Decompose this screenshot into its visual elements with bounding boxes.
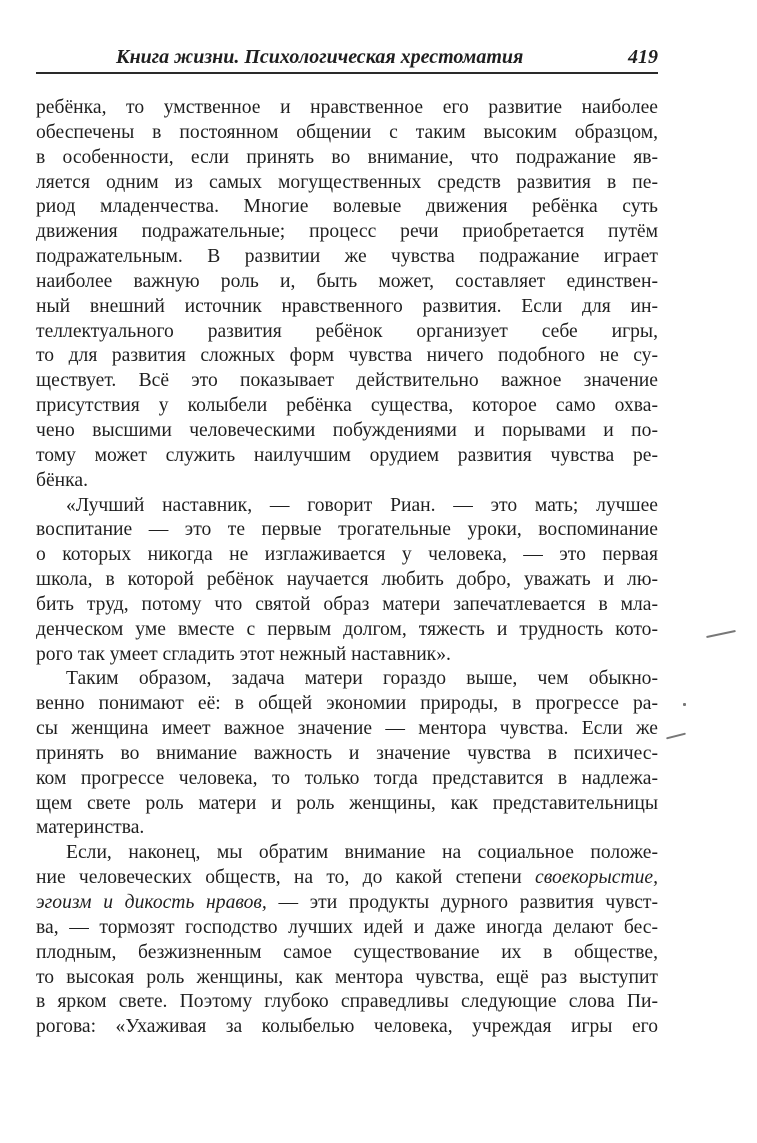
text-line: в особенности, если принять во внимание, что подражание яв- (36, 146, 658, 168)
text-line: ществует. Всё это показывает действительно важное значение (36, 370, 658, 392)
text-line: принять во внимание важность и значение чувства в психичес- (36, 742, 658, 764)
margin-pencil-mark (666, 733, 686, 740)
text-line: обеспечены в постоянном общении с таким высоким образцом, (36, 121, 658, 143)
text-line: движения подражательные; процесс речи приобретается путём (36, 221, 658, 243)
text-line: о которых никогда не изглаживается у человека, — это первая (36, 544, 658, 566)
text-line: бить труд, потому что святой образ матери запечатлевается в мла- (36, 593, 658, 615)
running-header (36, 44, 658, 74)
text-line: то высокая роль женщины, как ментора чувства, ещё раз выступит (36, 966, 658, 988)
text-line: плодным, безжизненным самое существование их в обществе, (36, 941, 658, 963)
text-line: щем свете роль матери и роль женщины, как представительницы (36, 792, 658, 814)
text-line: тому может служить наилучшим орудием развития чувства ре- (36, 444, 658, 466)
text-line: материнства. (36, 817, 145, 839)
text-line: наиболее важную роль и, быть может, составляет единствен- (36, 270, 658, 292)
text-line-with-italic (36, 891, 658, 916)
text-line: школа, в которой ребёнок научается любить добро, уважать и лю- (36, 569, 658, 591)
text-line: Таким образом, задача матери гораздо выше, чем обыкно- (66, 668, 658, 690)
page-number: 419 (628, 46, 658, 68)
body-text (36, 96, 658, 1040)
italic-segment: своекорыстие, (535, 867, 658, 889)
text-line: рогова: «Ухаживая за колыбелью человека, учреждая игры его (36, 1016, 658, 1038)
text-line: рого так умеет сгладить этот нежный наставник». (36, 643, 451, 665)
italic-segment: эгоизм и дикость нравов, (36, 892, 267, 913)
text-line: денческом уме вместе с первым долгом, тяжесть и трудность кото- (36, 618, 658, 640)
margin-pencil-mark (706, 630, 736, 638)
margin-pencil-dot (683, 703, 686, 706)
text-line: венно понимают её: в общей экономии природы, в прогрессе ра- (36, 693, 658, 715)
text-line: «Лучший наставник, — говорит Риан. — это мать; лучшее (66, 494, 658, 516)
text-line: ва, — тормозят господство лучших идей и даже иногда делают бес- (36, 916, 658, 938)
text-line: ляется одним из самых могущественных средств развития в пе- (36, 171, 658, 193)
text-line: ребёнка, то умственное и нравственное его развитие наиболее (36, 97, 658, 118)
text-line-with-italic (36, 866, 658, 891)
text-line: чено высшими человеческими побуждениями и порывами и по- (36, 419, 658, 441)
text-line: бёнка. (36, 469, 88, 491)
text-line: сы женщина имеет важное значение — ментора чувства. Если же (36, 718, 658, 740)
text-line: риод младенчества. Многие волевые движения ребёнка суть (36, 196, 658, 218)
text-line: подражательным. В развитии же чувства подражание играет (36, 246, 658, 268)
text-line: ком прогрессе человека, то только тогда представится в надлежа- (36, 767, 658, 789)
text-line: Если, наконец, мы обратим внимание на социальное положе- (66, 842, 658, 864)
text-line: то для развития сложных форм чувства ничего подобного не су- (36, 345, 658, 367)
running-header-title: Книга жизни. Психологическая хрестоматия (116, 46, 524, 68)
text-line: ный внешний источник нравственного развития. Если для ин- (36, 295, 658, 317)
text-segment: ние человеческих обществ, на то, до какой степени (36, 867, 536, 889)
text-line: присутствия у колыбели ребёнка существа, которое само охва- (36, 395, 658, 417)
text-line: воспитание — это те первые трогательные уроки, воспоминание (36, 519, 658, 541)
text-line: в ярком свете. Поэтому глубоко справедливы следующие слова Пи- (36, 991, 658, 1013)
text-segment: — эти продукты дурного развития чувст- (266, 892, 659, 913)
text-line: теллектуального развития ребёнок организует себе игры, (36, 320, 658, 342)
